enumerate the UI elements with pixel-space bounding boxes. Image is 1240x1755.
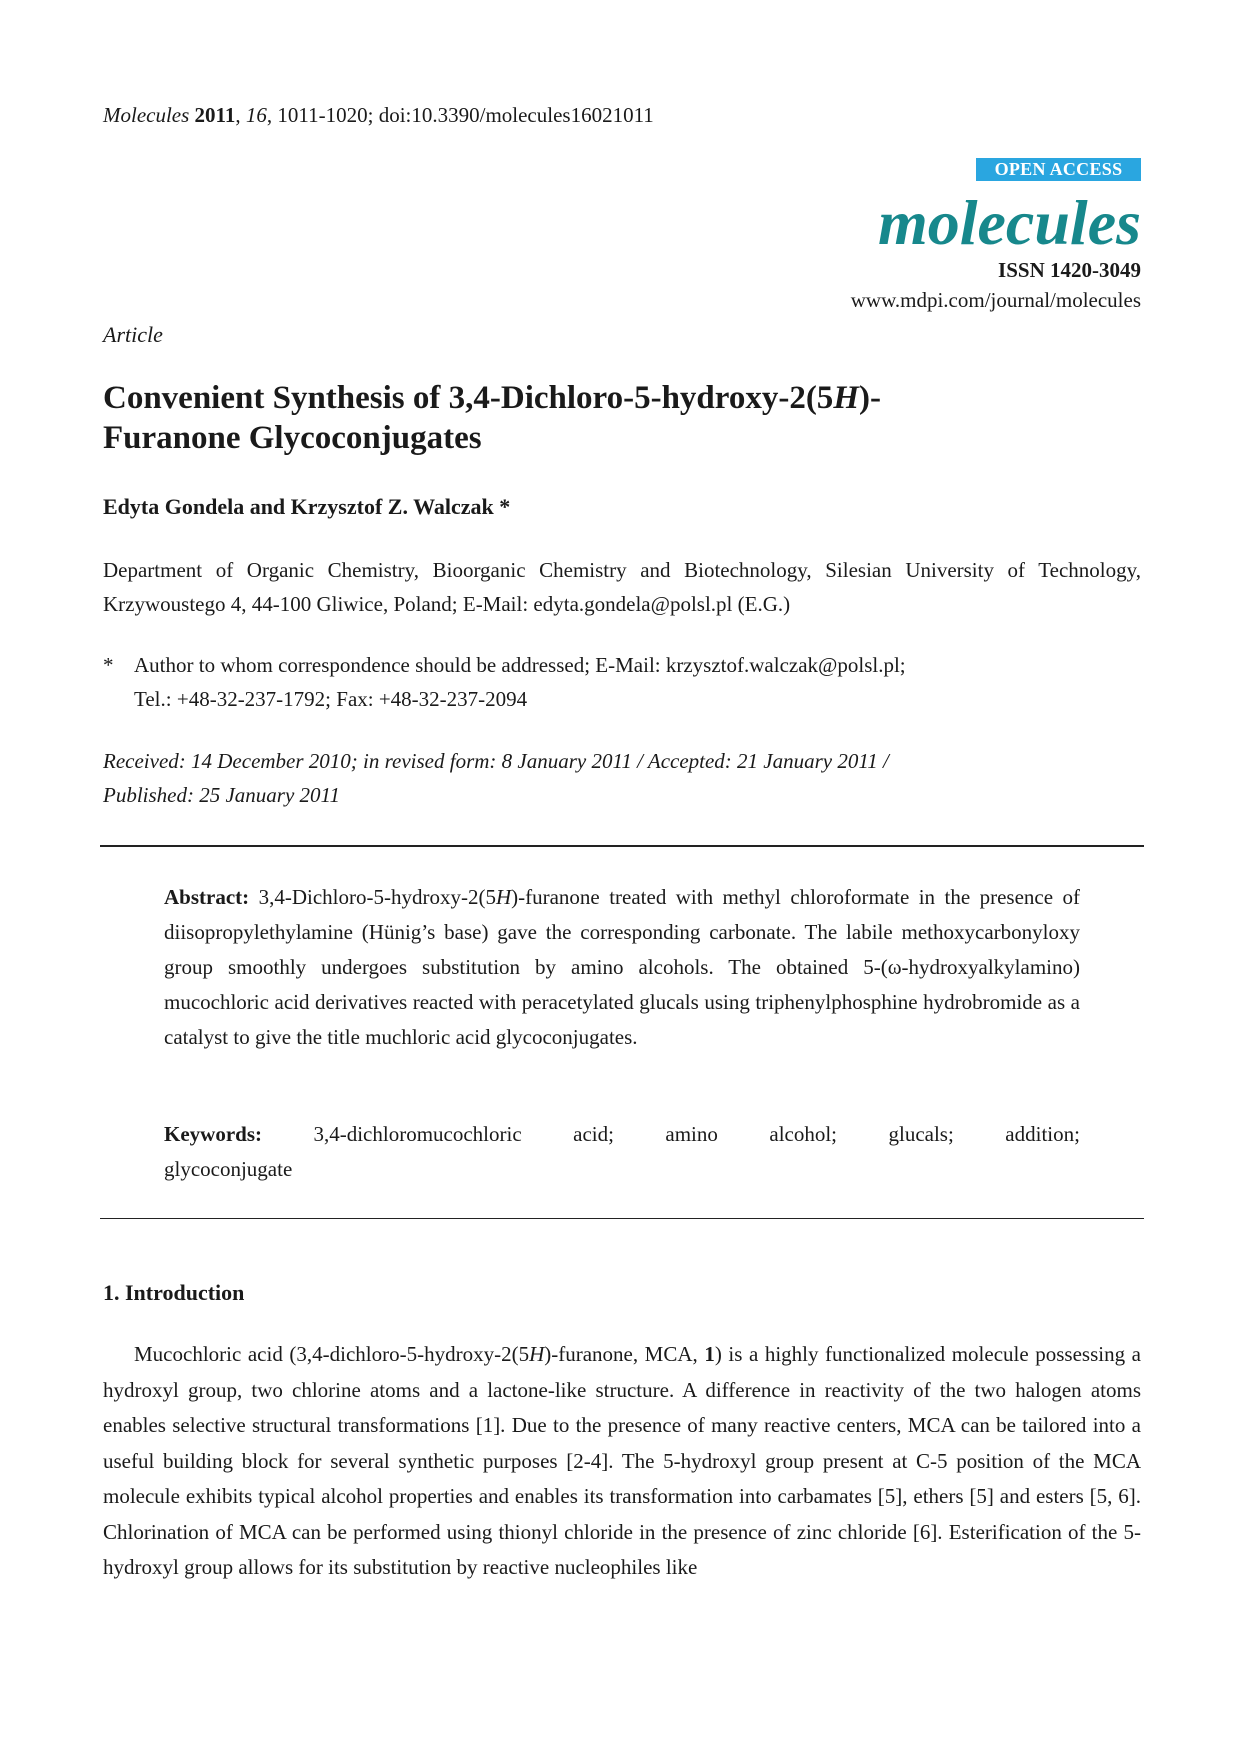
intro-text2: )-furanone, MCA, [544, 1342, 705, 1366]
article-type: Article [103, 322, 163, 347]
citation-rest: , 1011-1020; doi:10.3390/molecules16021011 [266, 103, 654, 127]
dates-line2: Published: 25 January 2011 [103, 783, 340, 807]
citation-volume: 16 [245, 103, 267, 127]
abstract [164, 880, 1080, 1055]
title-italic: H [833, 380, 859, 416]
title-line2: Furanone Glycoconjugates [103, 420, 482, 456]
abstract-text1: 3,4-Dichloro-5-hydroxy-2(5 [249, 885, 496, 909]
title-part1: Convenient Synthesis of 3,4-Dichloro-5-hydroxy-2(5 [103, 380, 834, 416]
divider-bottom [100, 1218, 1144, 1219]
journal-logo: molecules [877, 187, 1141, 258]
keywords-line2: glycoconjugate [164, 1157, 293, 1181]
keywords-line1 [164, 1117, 1080, 1152]
issn: ISSN 1420-3049 [998, 258, 1141, 282]
intro-text3: ) is a highly functionalized molecule possessing a hydroxyl group, two chlorine atoms and a lactone-like structure. A difference in reactivity of the two halogen atoms enables selective structural transformations [1]. Due to the presence of many reactive centers, MCA can be tailored into a useful building block for several synthetic purposes [2-4]. The 5-hydroxyl group present at C-5 position of the MCA molecule exhibits typical alcohol properties and enables its transformation into carbamates [5], ethers [5] and esters [5, 6]. Chlorination of MCA can be performed using thionyl chloride in the presence of zinc chloride [6]. Esterification of the 5-hydroxyl group allows for its substitution by reactive nucleophiles like [103, 1342, 1141, 1579]
keywords [164, 1117, 1080, 1187]
keyword: addition; [1005, 1122, 1080, 1146]
abstract-italic: H [495, 885, 512, 909]
correspondence-line1: Author to whom correspondence should be addressed; E-Mail: krzysztof.walczak@polsl.pl; [134, 653, 906, 677]
keyword: 3,4-dichloromucochloric [313, 1122, 522, 1146]
compound-number: 1 [704, 1342, 715, 1366]
correspondence-note [103, 648, 1143, 716]
title-part2: )- [858, 380, 881, 416]
keyword: alcohol; [769, 1122, 838, 1146]
citation-year: 2011 [194, 103, 236, 127]
intro-text1: Mucochloric acid (3,4-dichloro-5-hydroxy-2(5 [134, 1342, 530, 1366]
keyword: glucals; [888, 1122, 954, 1146]
correspondence-marker: * [103, 653, 114, 677]
publication-dates [103, 744, 1143, 812]
citation-journal: Molecules [103, 103, 190, 127]
intro-paragraph [103, 1337, 1141, 1586]
keywords-label: Keywords: [164, 1122, 262, 1146]
correspondence-line2: Tel.: +48-32-237-1792; Fax: +48-32-237-2094 [134, 687, 528, 711]
authors: Edyta Gondela and Krzysztof Z. Walczak * [103, 494, 511, 519]
affiliation: Department of Organic Chemistry, Bioorganic Chemistry and Biotechnology, Silesian University of Technology, Krzywoustego 4, 44-100 Gliwice, Poland; E-Mail: edyta.gondela@polsl.pl (E.G.) [103, 558, 1141, 616]
paper-title [103, 378, 1003, 458]
keyword: amino [665, 1122, 718, 1146]
intro-italic: H [529, 1342, 545, 1366]
keyword: acid; [573, 1122, 614, 1146]
divider-top [100, 845, 1144, 847]
journal-url[interactable]: www.mdpi.com/journal/molecules [850, 288, 1141, 312]
citation-line: Molecules 2011, 16, 1011-1020; doi:10.3390/molecules16021011 [103, 103, 654, 127]
section-heading: 1. Introduction [103, 1280, 245, 1305]
abstract-text2: )-furanone treated with methyl chloroformate in the presence of diisopropylethylamine (Hünig’s base) gave the corresponding carbonate. The labile methoxycarbonyloxy group smoothly undergoes substitution by amino alcohols. The obtained 5-(ω-hydroxyalkylamino) mucochloric acid derivatives reacted with peracetylated glucals using triphenylphosphine hydrobromide as a catalyst to give the title muchloric acid glycoconjugates. [164, 885, 1080, 1049]
open-access-badge: OPEN ACCESS [976, 158, 1141, 181]
abstract-label: Abstract: [164, 885, 250, 909]
dates-line1: Received: 14 December 2010; in revised form: 8 January 2011 / Accepted: 21 January 2011 / [103, 749, 889, 773]
